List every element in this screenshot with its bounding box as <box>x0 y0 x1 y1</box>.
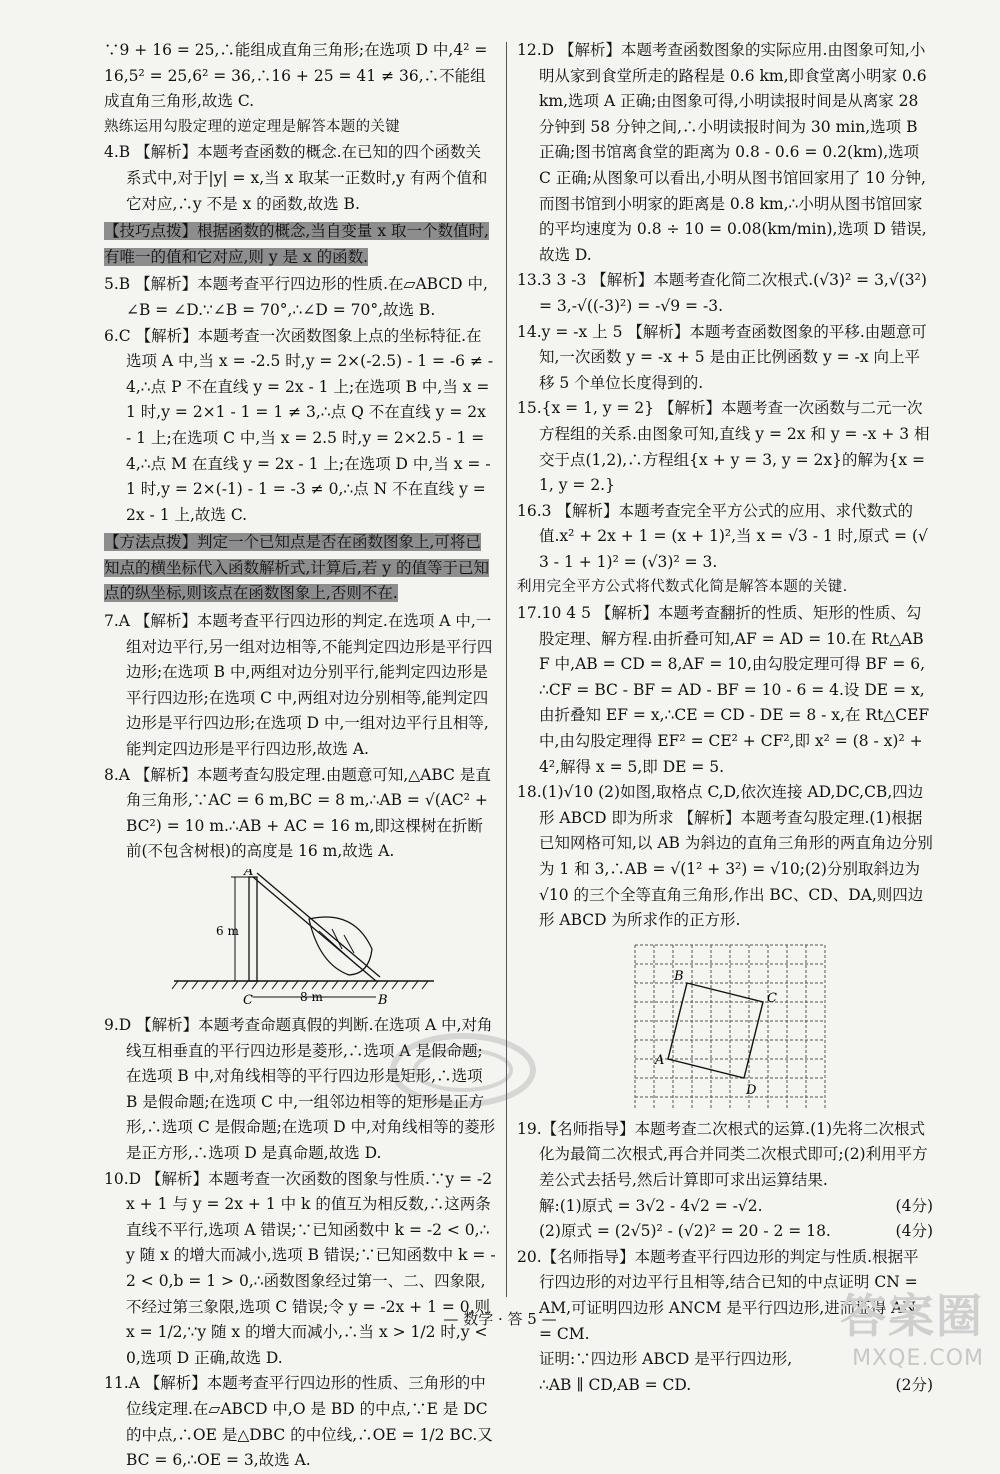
answer-item: 11.A 【解析】本题考查平行四边形的性质、三角形的中位线定理.在▱ABCD 中,O 是 BD 的中点,∵E 是 DC 的中点,∴OE 是△DBC 的中位线,∴OE = 1/2 BC.又 BC = 6,∴OE = 3,故选 A. <box>104 1374 493 1470</box>
point-a-label: A <box>655 1052 665 1068</box>
width-label: 8 m <box>300 990 323 1004</box>
tip-text: 【技巧点拨】根据函数的概念,当自变量 x 取一个数值时,有唯一的值和它对应,则 y 是 x 的函数. <box>104 222 489 266</box>
answer-item: 5.B 【解析】本题考查平行四边形的性质.在▱ABCD 中,∠B = ∠D.∵∠B = 70°,∴∠D = 70°,故选 B. <box>104 275 488 319</box>
height-label: 6 m <box>216 924 239 938</box>
page-footer: — 数学 · 答 5 — <box>443 1310 557 1328</box>
score-mark: (4分) <box>895 1196 933 1215</box>
faint-stamp <box>388 1030 538 1110</box>
answer-item: 10.D 【解析】本题考查一次函数的图象与性质.∵y = -2x + 1 与 y = 2x + 1 中 k 的值互为相反数,∴这两条直线不平行,选项 A 错误;∵已知函数中 k = -2 < 0,∴y 随 x 的增大而减小,选项 B 错误;∵已知函数中 k = -2 < 0,b = 1 > 0,∴函数图象经过第一、二、四象限,不经过第三象限,选项 C 错误;令 y = -2x + 1 = 0,则 x = 1/2,∵y 随 x 的增大而减小,∴当 x > 1/2 时,y < 0,选项 D 正确,故选 D. <box>104 1169 496 1367</box>
answer-item: 9.D 【解析】本题考查命题真假的判断.在选项 A 中,对角线互相垂直的平行四边形是菱形,∴选项 A 是假命题;在选项 B 中,对角线相等的平行四边形是矩形,∴选项 B 是假命题;在选项 C 中,一组邻边相等的矩形是正方形,∴选项 C 是假命题;在选项 D 中,对角线相等的菱形是正方形,∴选项 D 是真命题,故选 D. <box>104 1016 496 1162</box>
point-c-label: C <box>767 990 777 1006</box>
answer-item: 7.A 【解析】本题考查平行四边形的判定.在选项 A 中,一组对边平行,另一组对边相等,不能判定四边形是平行四边形;在选项 B 中,两组对边分别平行,能判定四边形是平行四边形;在选项 C 中,两组对边分别相等,能判定四边形是平行四边形;在选项 D 中,一组对边平行且相等,能判定四边形是平行四边形,故选 A. <box>104 612 493 759</box>
solution-text: ∴AB ∥ CD,AB = CD. <box>539 1375 692 1394</box>
right-column <box>517 38 933 1398</box>
grid-square-figure <box>517 940 933 1115</box>
solution-line <box>517 1219 933 1245</box>
point-d-label: D <box>746 1082 757 1098</box>
answer-continued: ∵9 + 16 = 25,∴能组成直角三角形;在选项 D 中,4² = 16,5² = 25,6² = 36,∴16 + 25 = 41 ≠ 36,∴不能组成直角三角形,故选 C. <box>104 41 488 111</box>
point-c-label: C <box>243 993 253 1008</box>
key-point-note: 利用完全平方公式将代数式化简是解答本题的关键. <box>517 579 848 596</box>
watermark <box>840 1280 984 1371</box>
answer-item: 6.C 【解析】本题考查一次函数图象上点的坐标特征.在选项 A 中,当 x = -2.5 时,y = 2×(-2.5) - 1 = -6 ≠ -4,∴点 P 不在直线 y = 2x - 1 上;在选项 B 中,当 x = 1 时,y = 2×1 - 1 = 1 ≠ 3,∴点 Q 不在直线 y = 2x - 1 上;在选项 C 中,当 x = 2.5 时,y = 2×2.5 - 1 = 4,∴点 M 在直线 y = 2x - 1 上;在选项 D 中,当 x = -1 时,y = 2×(-1) - 1 = -3 ≠ 0,∴点 N 不在直线 y = 2x - 1 上,故选 C. <box>104 326 494 524</box>
solution-text: 解:(1)原式 = 3√2 - 4√2 = -√2. <box>539 1196 763 1215</box>
answer-item: 8.A 【解析】本题考查勾股定理.由题意可知,△ABC 是直角三角形,∵AC = 6 m,BC = 8 m,∴AB = √(AC² + BC²) = 10 m.∴AB + AC = 16 m,即这棵树在折断前(不包含树根)的高度是 16 m,故选 A. <box>104 765 491 861</box>
proof-line: 证明:∵四边形 ABCD 是平行四边形, <box>539 1350 793 1369</box>
solution-text: (2)原式 = (2√5)² - (√2)² = 20 - 2 = 18. <box>539 1222 831 1241</box>
answer-item: 12.D 【解析】本题考查函数图象的实际应用.由图象可知,小明从家到食堂所走的路程是 0.6 km,即食堂离小明家 0.6 km,选项 A 正确;由图象可得,小明读报时间是从离家 28 分钟到 58 分钟之间,∴小明读报时间为 30 min,选项 B 正确;图书馆离食堂的距离为 0.8 - 0.6 = 0.2(km),选项 C 正确;从图象可以看出,小明从图书馆回家用了 10 分钟,而图书馆到小明家的距离是 0.8 km,∴小明从图书馆回家的平均速度为 0.8 ÷ 10 = 0.08(km/min),选项 D 错误,故选 D. <box>517 41 927 264</box>
answer-item: 18.(1)√10 (2)如图,取格点 C,D,依次连接 AD,DC,CB,四边形 ABCD 即为所求 【解析】本题考查勾股定理.(1)根据已知网格可知,以 AB 为斜边的直角三角形的两直角边分别为 1 和 3,∴AB = √(1² + 3²) = √10;(2)分别取斜边为 √10 的三个全等直角三角形,作出 BC、CD、DA,则四边形 ABCD 为所求作的正方形. <box>517 783 933 930</box>
score-mark: (2分) <box>895 1375 933 1394</box>
watermark-url: MXQE.COM <box>852 1346 984 1371</box>
answer-item: 13.3 3 -3 【解析】本题考查化简二次根式.(√3)² = 3,√(3²) = 3,-√((-3)²) = -√9 = -3. <box>517 271 927 315</box>
answer-item: 16.3 【解析】本题考查完全平方公式的应用、求代数式的值.x² + 2x + 1 = (x + 1)²,当 x = √3 - 1 时,原式 = (√3 - 1 + 1)² = (√3)² = 3. <box>517 501 928 571</box>
left-column <box>104 38 496 1474</box>
solution-line <box>517 1373 933 1399</box>
score-mark: (4分) <box>895 1222 933 1241</box>
key-point-note: 熟练运用勾股定理的逆定理是解答本题的关键 <box>104 118 400 135</box>
answer-item: 20.【名师指导】本题考查平行四边形的判定与性质.根据平行四边形的对边平行且相等,结合已知的中点证明 CN = AM,可证明四边形 ANCM 是平行四边形,进而证得 AN = CM. <box>517 1247 919 1343</box>
point-a-label: A <box>244 869 254 879</box>
tree-figure <box>104 869 496 1009</box>
point-b-label: B <box>378 993 388 1008</box>
tip-box <box>104 219 496 270</box>
watermark-logo: 答案圈 <box>840 1289 984 1343</box>
answer-item: 4.B 【解析】本题考查函数的概念.在已知的四个函数关系式中,对于|y| = x,当 x 取某一正数时,y 有两个值和它对应,∴y 不是 x 的函数,故选 B. <box>104 143 488 213</box>
answer-item: 19.【名师指导】本题考查二次根式的运算.(1)先将二次根式化为最简二次根式,再合并同类二次根式即可;(2)利用平方差公式去括号,然后计算即可求出运算结果. <box>517 1119 928 1189</box>
tip-box <box>104 530 496 607</box>
solution-line <box>517 1194 933 1220</box>
point-b-label: B <box>674 968 684 984</box>
answer-item: 17.10 4 5 【解析】本题考查翻折的性质、矩形的性质、勾股定理、解方程.由折叠可知,AF = AD = 10.在 Rt△ABF 中,AB = CD = 8,AF = 10,由勾股定理可得 BF = 6,∴CF = BC - BF = AD - BF = 10 - 6 = 4.设 DE = x,由折叠知 EF = x,∴CE = CD - DE = 8 - x,在 Rt△CEF 中,由勾股定理得 EF² = CE² + CF²,即 x² = (8 - x)² + 4²,解得 x = 5,即 DE = 5. <box>517 604 930 776</box>
answer-item: 14.y = -x 上 5 【解析】本题考查函数图象的平移.由题意可知,一次函数 y = -x + 5 是由正比例函数 y = -x 向上平移 5 个单位长度得到的. <box>517 322 927 392</box>
tip-text: 【方法点拨】判定一个已知点是否在函数图象上,可将已知点的横坐标代入函数解析式,计算后,若 y 的值等于已知点的纵坐标,则该点在函数图象上,否则不在. <box>104 533 489 603</box>
answer-item: 15.{x = 1, y = 2} 【解析】本题考查一次函数与二元一次方程组的关系.由图象可知,直线 y = 2x 和 y = -x + 3 相交于点(1,2),∴方程组{x + y = 3, y = 2x}的解为{x = 1, y = 2.} <box>517 399 930 495</box>
